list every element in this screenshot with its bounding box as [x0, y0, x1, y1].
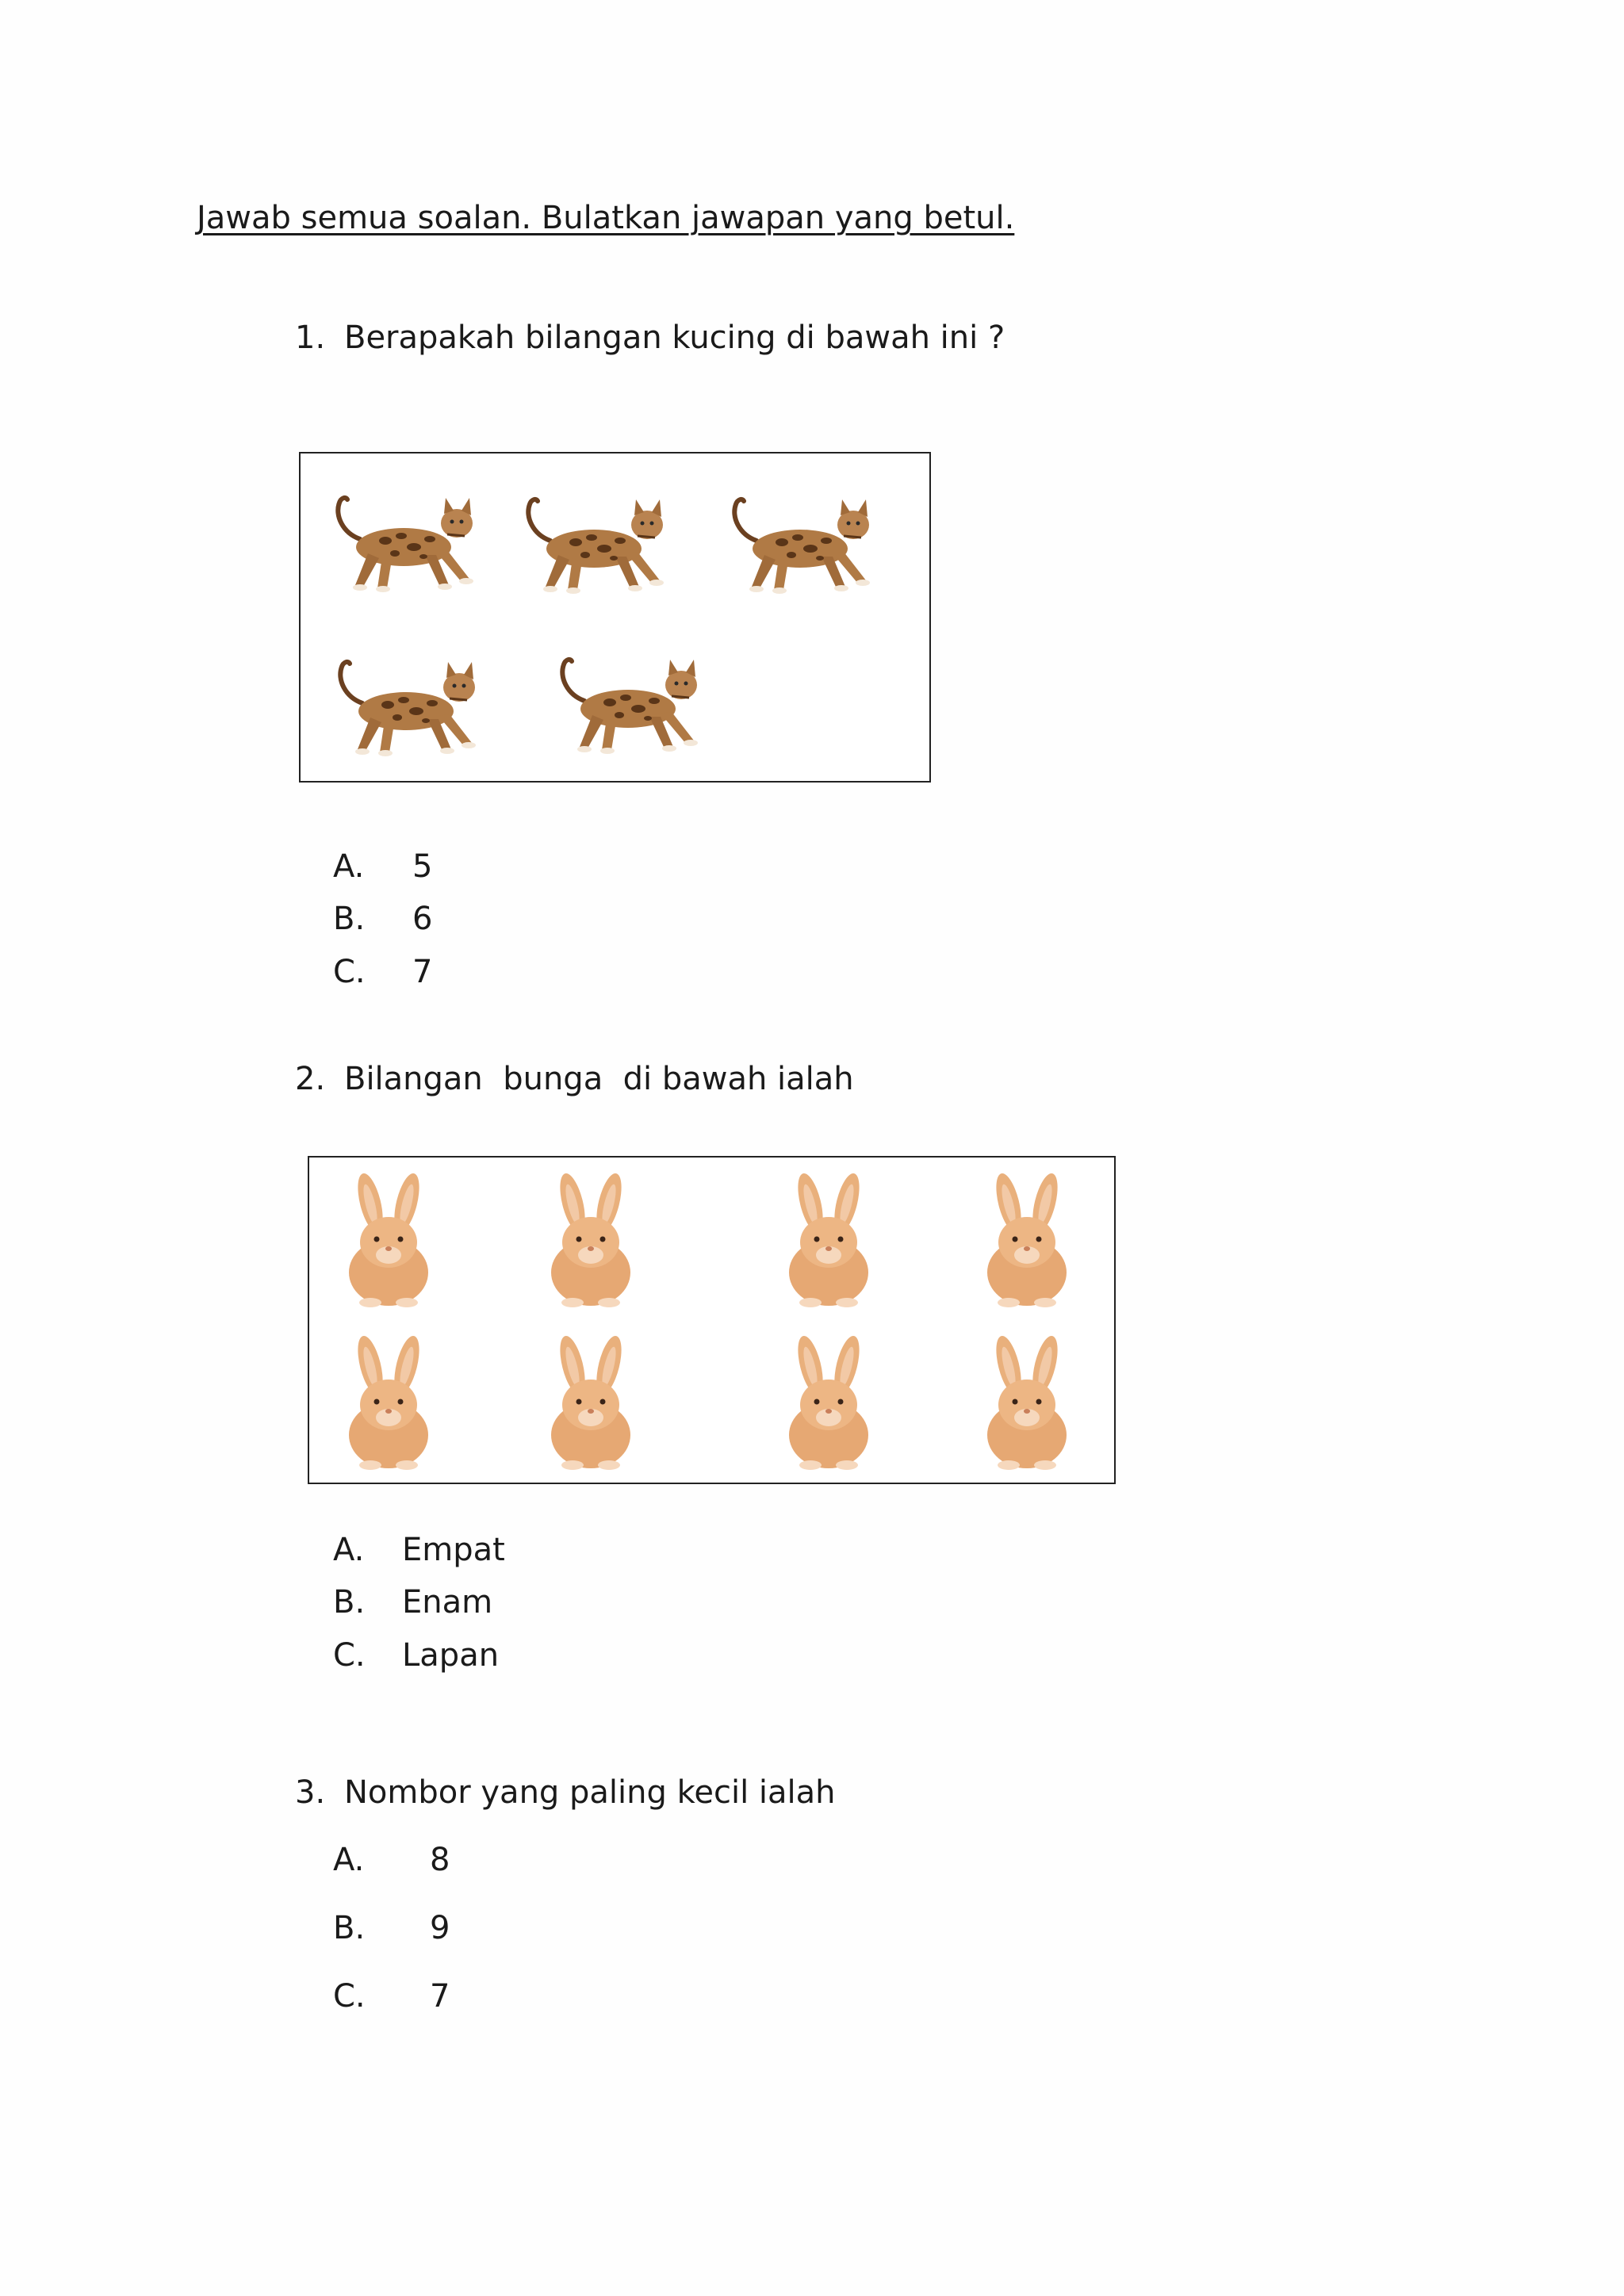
rabbits-picture-box [308, 1156, 1116, 1484]
question-number: 3. [295, 1774, 326, 1811]
rabbit-image [777, 1332, 880, 1475]
rabbit-image [975, 1169, 1078, 1312]
option-a[interactable]: A. 8 [333, 1842, 450, 1878]
option-b[interactable]: B. Enam [333, 1584, 493, 1621]
rabbit-image [975, 1332, 1078, 1475]
rabbit-image [539, 1332, 642, 1475]
question-number: 2. [295, 1061, 326, 1097]
instruction-text: Jawab semua soalan. Bulatkan jawapan yang betul. [197, 200, 1015, 236]
cat-image [331, 648, 497, 767]
option-c[interactable]: C. 7 [333, 954, 433, 990]
question-2 [295, 1061, 854, 1097]
rabbit-image [337, 1169, 440, 1312]
option-c[interactable]: C. 7 [333, 1978, 450, 2015]
rabbit-image [337, 1332, 440, 1475]
question-1 [295, 320, 1005, 356]
option-c[interactable]: C. Lapan [333, 1637, 500, 1674]
rabbit-image [539, 1169, 642, 1312]
question-text: Berapakah bilangan kucing di bawah ini ? [344, 320, 1005, 356]
cat-image [519, 485, 685, 604]
cat-image [553, 645, 719, 764]
question-text: Nombor yang paling kecil ialah [344, 1774, 836, 1811]
option-a[interactable]: A. 5 [333, 848, 433, 885]
question-text: Bilangan bunga di bawah ialah [344, 1061, 854, 1097]
cat-image [328, 484, 495, 603]
option-a[interactable]: A. Empat [333, 1532, 505, 1568]
cat-image [725, 485, 891, 604]
question-3 [295, 1774, 836, 1811]
option-b[interactable]: B. 6 [333, 901, 433, 937]
rabbit-image [777, 1169, 880, 1312]
question-number: 1. [295, 320, 326, 356]
cats-picture-box [299, 452, 931, 783]
option-b[interactable]: B. 9 [333, 1910, 450, 1946]
